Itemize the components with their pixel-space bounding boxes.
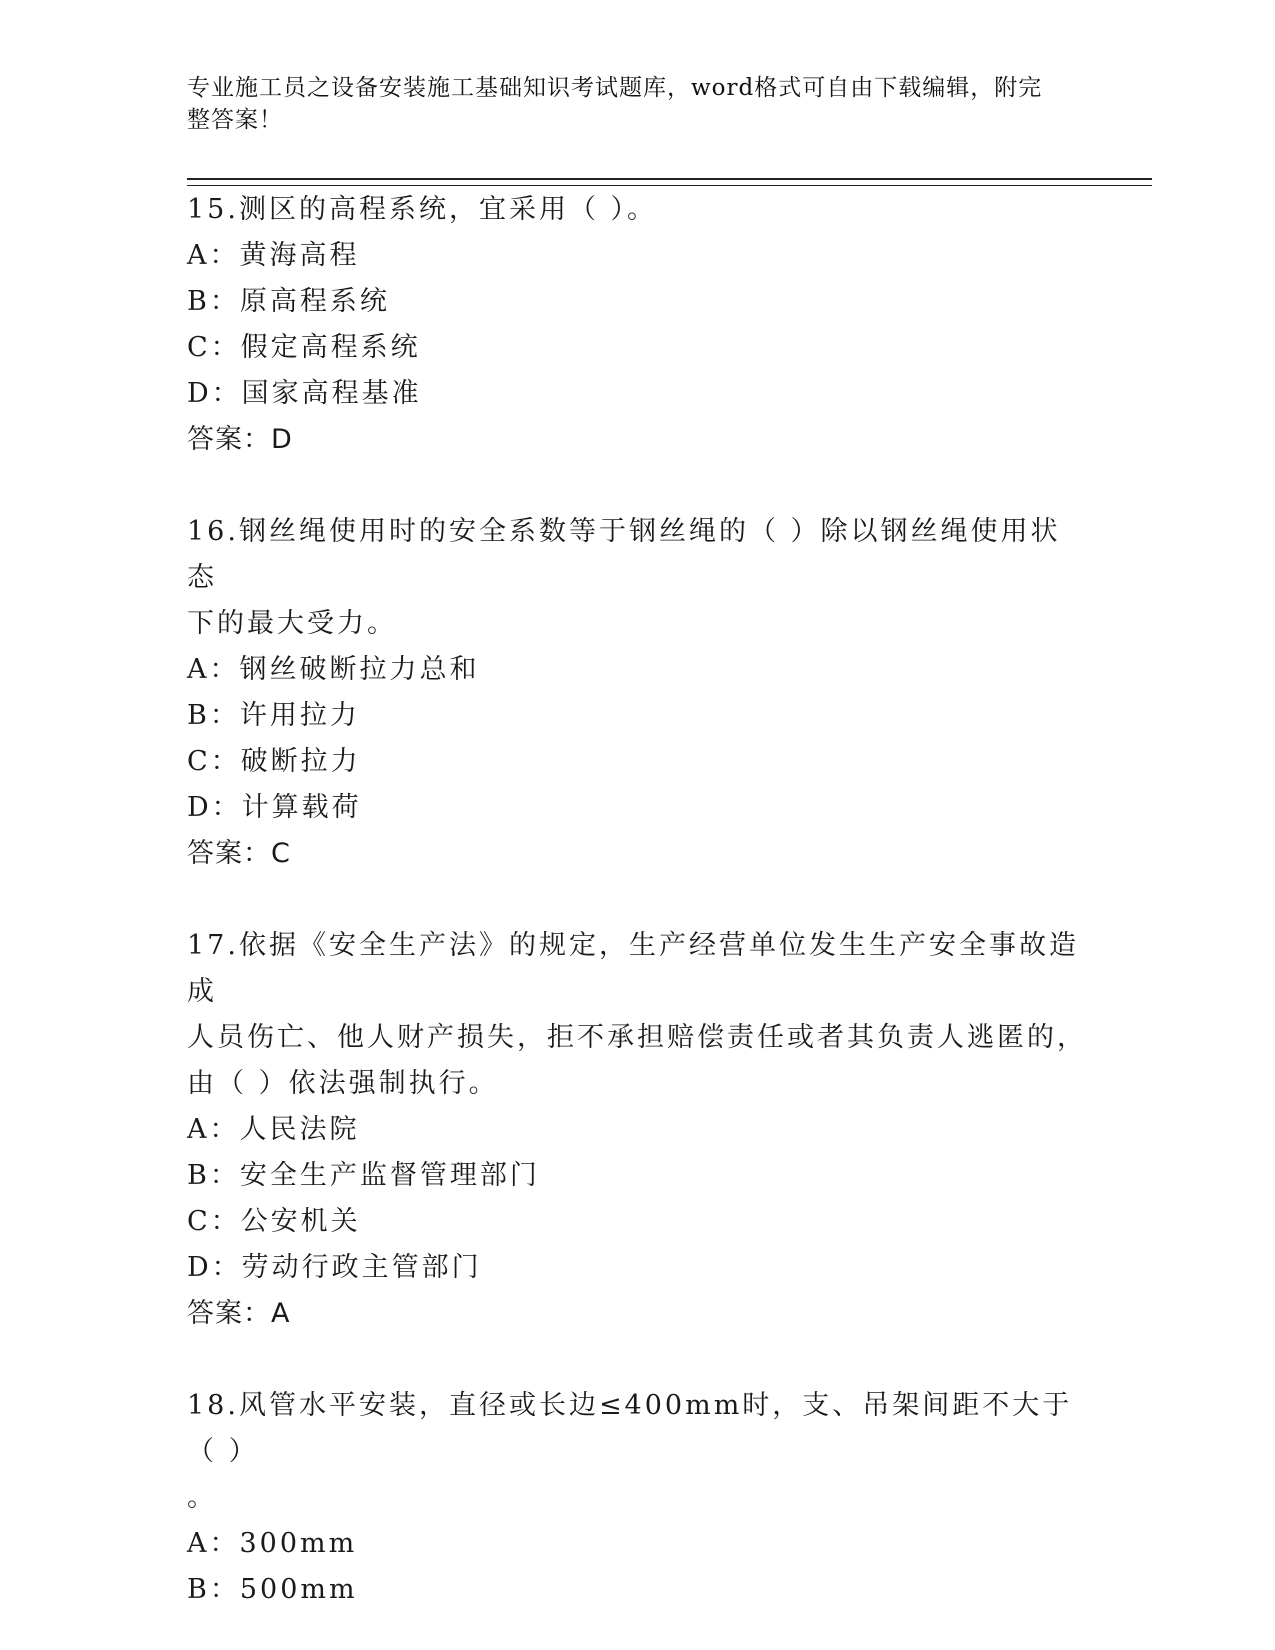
spacer [187, 1337, 1087, 1383]
option-b: B：500mm [187, 1574, 358, 1605]
spacer [187, 463, 1087, 509]
header-line-1: 专业施工员之设备安装施工基础知识考试题库，word格式可自由下载编辑，附完 [187, 75, 1043, 101]
question-15 [187, 187, 1087, 463]
question-text: 17.依据《安全生产法》的规定，生产经营单位发生生产安全事故造成 [187, 930, 1079, 1007]
answer: 答案：C [187, 838, 291, 869]
option-c: C：假定高程系统 [187, 332, 421, 363]
answer: 答案：D [187, 424, 293, 455]
question-text-continued: 。 [187, 1482, 217, 1513]
header-line-2: 整答案！ [187, 107, 283, 133]
question-18 [187, 1383, 1087, 1613]
question-16 [187, 509, 1087, 877]
option-a: A：人民法院 [187, 1114, 360, 1145]
option-b: B：原高程系统 [187, 286, 390, 317]
option-a: A：黄海高程 [187, 240, 360, 271]
spacer [187, 877, 1087, 923]
option-c: C：破断拉力 [187, 746, 361, 777]
option-c: C：公安机关 [187, 1206, 361, 1237]
option-b: B：许用拉力 [187, 700, 360, 731]
document-header [187, 72, 1067, 136]
question-list [187, 187, 1087, 1613]
option-a: A：钢丝破断拉力总和 [187, 654, 480, 685]
question-17 [187, 923, 1087, 1337]
header-divider [187, 178, 1152, 186]
question-text: 18.风管水平安装，直径或长边≤400mm时，支、吊架间距不大于（ ） [187, 1390, 1073, 1467]
question-text-continued: 由（ ）依法强制执行。 [187, 1068, 499, 1099]
question-text: 15.测区的高程系统，宜采用（ ）。 [187, 194, 658, 225]
option-d: D：国家高程基准 [187, 378, 422, 409]
option-d: D：劳动行政主管部门 [187, 1252, 482, 1283]
question-text-continued: 下的最大受力。 [187, 608, 397, 639]
option-a: A：300mm [187, 1528, 358, 1559]
option-b: B：安全生产监督管理部门 [187, 1160, 540, 1191]
option-d: D：计算载荷 [187, 792, 362, 823]
question-text-continued: 人员伤亡、他人财产损失，拒不承担赔偿责任或者其负责人逃匿的， [187, 1022, 1087, 1053]
answer: 答案：A [187, 1298, 291, 1329]
question-text: 16.钢丝绳使用时的安全系数等于钢丝绳的（ ）除以钢丝绳使用状态 [187, 516, 1061, 593]
